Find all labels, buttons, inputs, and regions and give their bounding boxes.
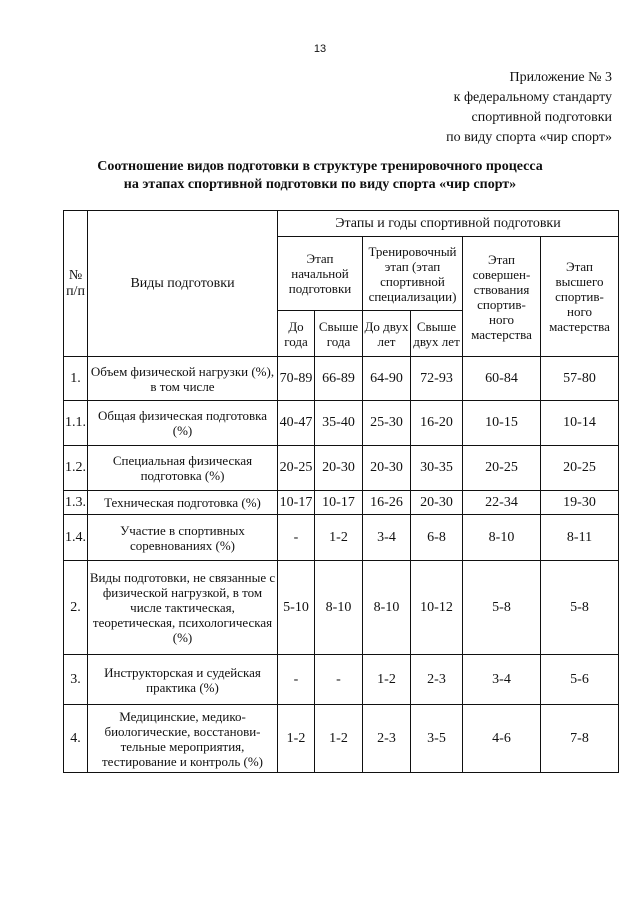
row-value: 64-90 xyxy=(363,357,411,401)
row-value: 3-4 xyxy=(463,655,541,705)
row-kind: Специальная физическая подготовка (%) xyxy=(88,446,278,491)
row-value: 60-84 xyxy=(463,357,541,401)
table-row xyxy=(64,401,619,446)
row-value: 3-4 xyxy=(363,515,411,561)
header-stages: Этапы и годы спортивной подготовки xyxy=(278,211,619,237)
row-kind: Общая физическая подготовка (%) xyxy=(88,401,278,446)
row-value: 8-10 xyxy=(315,561,363,655)
appendix-line-3: спортивной подготовки xyxy=(471,110,612,125)
appendix-line-1: Приложение № 3 xyxy=(509,70,612,85)
row-value: 10-17 xyxy=(278,491,315,515)
row-value: 3-5 xyxy=(411,705,463,773)
row-value: 25-30 xyxy=(363,401,411,446)
table-row xyxy=(64,491,619,515)
row-value: 20-30 xyxy=(363,446,411,491)
row-value: 5-10 xyxy=(278,561,315,655)
row-value: 8-10 xyxy=(363,561,411,655)
row-value: 2-3 xyxy=(363,705,411,773)
header-perfection-stage: Этап совершен- ствования спортив- ного мастерства xyxy=(463,237,541,357)
header-highest-stage: Этап высшего спортив- ного мастерства xyxy=(541,237,619,357)
row-value: 10-15 xyxy=(463,401,541,446)
page-number: 13 xyxy=(313,43,327,55)
row-value: 1-2 xyxy=(278,705,315,773)
row-value: 10-14 xyxy=(541,401,619,446)
row-value: 40-47 xyxy=(278,401,315,446)
header-over-year: Свыше года xyxy=(315,311,363,357)
row-value: 5-8 xyxy=(541,561,619,655)
row-value: 20-25 xyxy=(541,446,619,491)
row-value: 5-6 xyxy=(541,655,619,705)
header-kind: Виды подготовки xyxy=(88,211,278,357)
row-kind: Инструкторская и судейская практика (%) xyxy=(88,655,278,705)
header-initial-stage: Этап начальной подготовки xyxy=(278,237,363,311)
row-number: 1.1. xyxy=(64,401,88,446)
table-header xyxy=(64,211,619,357)
row-value: 57-80 xyxy=(541,357,619,401)
title-line-2: на этапах спортивной подготовки по виду спорта «чир спорт» xyxy=(123,177,517,192)
row-value: 8-10 xyxy=(463,515,541,561)
row-value: 1-2 xyxy=(315,515,363,561)
header-up-to-year: До года xyxy=(278,311,315,357)
row-value: 20-30 xyxy=(411,491,463,515)
row-value: 22-34 xyxy=(463,491,541,515)
row-number: 3. xyxy=(64,655,88,705)
row-value: 10-12 xyxy=(411,561,463,655)
header-num: № п/п xyxy=(64,211,88,357)
row-number: 1. xyxy=(64,357,88,401)
row-value: 1-2 xyxy=(315,705,363,773)
title-line-1: Соотношение видов подготовки в структуре тренировочного процесса xyxy=(97,159,543,174)
row-value: 16-20 xyxy=(411,401,463,446)
row-value: 2-3 xyxy=(411,655,463,705)
appendix-line-2: к федеральному стандарту xyxy=(453,90,612,105)
row-value: 10-17 xyxy=(315,491,363,515)
row-value: 8-11 xyxy=(541,515,619,561)
header-over-two-years: Свыше двух лет xyxy=(411,311,463,357)
row-value: 6-8 xyxy=(411,515,463,561)
row-value: 4-6 xyxy=(463,705,541,773)
table-row xyxy=(64,705,619,773)
header-training-stage: Тренировочный этап (этап спортивной специализации) xyxy=(363,237,463,311)
table-row xyxy=(64,515,619,561)
row-value: 66-89 xyxy=(315,357,363,401)
row-value: 20-25 xyxy=(278,446,315,491)
table-row xyxy=(64,655,619,705)
row-kind: Виды подготовки, не связанные с физической нагрузкой, в том числе тактическая, теоретическая, психологическая (%) xyxy=(88,561,278,655)
header-up-to-two-years: До двух лет xyxy=(363,311,411,357)
row-value: 20-30 xyxy=(315,446,363,491)
row-value: - xyxy=(278,515,315,561)
row-value: 16-26 xyxy=(363,491,411,515)
row-value: 20-25 xyxy=(463,446,541,491)
row-value: 1-2 xyxy=(363,655,411,705)
row-number: 1.4. xyxy=(64,515,88,561)
row-value: - xyxy=(278,655,315,705)
row-value: 5-8 xyxy=(463,561,541,655)
row-value: 70-89 xyxy=(278,357,315,401)
row-value: 7-8 xyxy=(541,705,619,773)
row-value: 30-35 xyxy=(411,446,463,491)
row-kind: Медицинские, медико-биологические, восстанови-тельные мероприятия, тестирование и контроль (%) xyxy=(88,705,278,773)
row-value: 72-93 xyxy=(411,357,463,401)
row-value: 35-40 xyxy=(315,401,363,446)
table-row xyxy=(64,446,619,491)
row-value: 19-30 xyxy=(541,491,619,515)
row-kind: Объем физической нагрузки (%), в том числе xyxy=(88,357,278,401)
row-kind: Техническая подготовка (%) xyxy=(88,491,278,515)
row-number: 2. xyxy=(64,561,88,655)
row-number: 4. xyxy=(64,705,88,773)
row-value: - xyxy=(315,655,363,705)
appendix-header xyxy=(446,68,612,148)
table-row xyxy=(64,561,619,655)
row-kind: Участие в спортивных соревнованиях (%) xyxy=(88,515,278,561)
appendix-line-4: по виду спорта «чир спорт» xyxy=(446,130,612,145)
table-row xyxy=(64,357,619,401)
row-number: 1.3. xyxy=(64,491,88,515)
document-title xyxy=(0,158,640,194)
training-ratio-table xyxy=(63,210,619,773)
table-body xyxy=(64,357,619,773)
row-number: 1.2. xyxy=(64,446,88,491)
